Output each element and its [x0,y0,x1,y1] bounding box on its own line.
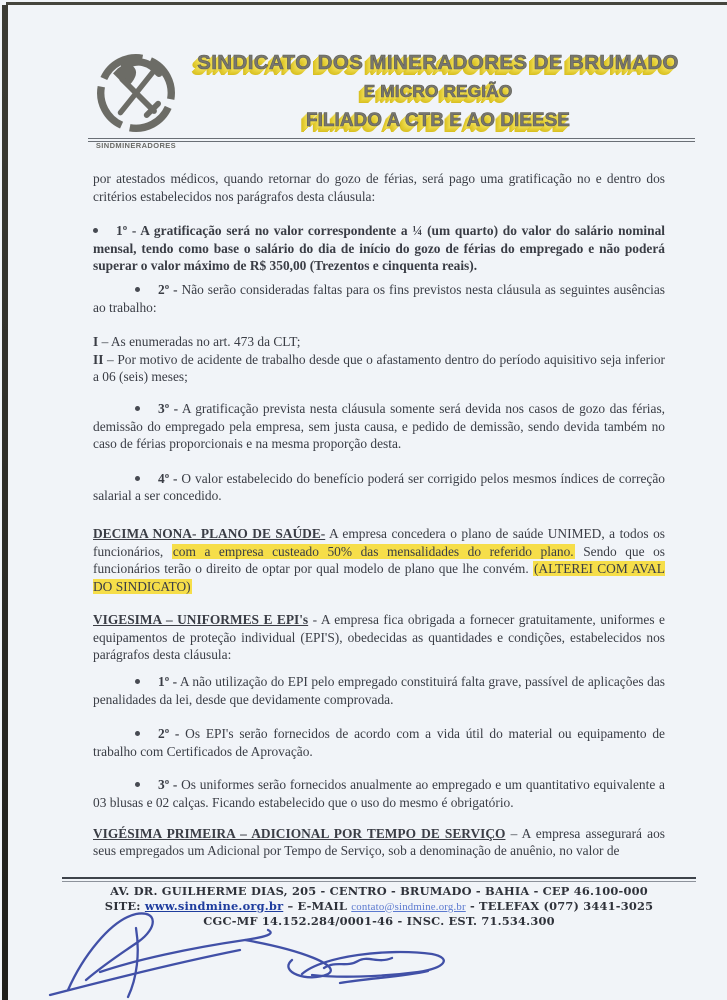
logo-label: SINDMINERADORES [95,141,177,150]
item-number: II [93,351,104,367]
clause-heading: DECIMA NONA- PLANO DE SAÚDE- [93,525,326,541]
clause-heading: VIGÉSIMA PRIMEIRA – ADICIONAL POR TEMPO DE SERVIÇO [93,825,506,841]
clause-vigesima [93,611,665,664]
clause-vigesima-par2 [93,725,665,760]
clause-decima-nona [93,525,665,595]
scan-edge-top [6,2,727,5]
footer-registration: CGC-MF 14.152.284/0001-46 - INSC. EST. 71.534.300 [203,914,555,929]
site-link[interactable]: www.sindmine.org.br [144,898,284,913]
crossed-pickaxe-shovel-icon [95,52,177,134]
paragraph-number: 3º - [158,400,179,416]
clause-ferias-par2 [93,281,665,316]
footer-address: AV. DR. GUILHERME DIAS, 205 - CENTRO - BRUMADO - BAHIA - CEP 46.100-000 [110,884,648,898]
paragraph-text: O valor estabelecido do benefício poderá ser corrigido pelos mesmos índices de correção salarial a ser concedido. [93,470,665,504]
paragraph-number: 4º - [158,470,178,486]
paragraph-text: A não utilização do EPI pelo empregado constituirá falta grave, passível de aplicações das penalidades da lei, desde que devidamente comprovada. [93,674,665,707]
document-body [93,170,665,860]
item-number: I [93,334,99,350]
scan-edge-left [2,5,8,1000]
highlighted-annotation: (ALTEREI COM AVAL DO SINDICATO) [93,561,665,594]
paragraph-text: A gratificação será no valor correspondente a ¼ (um quarto) do valor do salário nominal mensal, tendo como base o salário do dia de início do gozo de férias do empregado e não poderá superar o valor máximo de R$ 350,00 (Trezentos e cinquenta reais). [93,223,665,274]
footer-divider [62,877,696,882]
paragraph-text: Os uniformes serão fornecidos anualmente ao empregado e um quantitativo equivalente a 03 blusas e 02 calças. Ficando estabelecido que o uso do mesmo é obrigatório. [93,777,665,811]
bullet-icon [93,228,98,233]
paragraph-text: A gratificação prevista nesta cláusula somente será devida nos casos de gozo das férias, demissão do empregado pela empresa, sem justa causa, e pedido de demissão, sendo devida também no caso de férias proporcionais e na mesma proporção desta. [93,400,666,452]
title-line-2: E MICRO REGIÃO [363,81,513,101]
highlighted-text: com a empresa custeado 50% das mensalidades do referido plano. [172,543,574,559]
clause-ferias-par1 [93,222,665,275]
intro-paragraph: por atestados médicos, quando retornar do gozo de férias, será pago uma gratificação no e dentro dos critérios estabelecidos nos parágrafos desta cláusula: [93,171,665,204]
bullet-icon [135,679,140,684]
clause-ferias-item2 [93,351,665,386]
site-label: SITE: [104,898,141,913]
header-divider [88,138,695,142]
clause-vigesima-par1 [93,673,665,708]
clause-text: A empresa concedera o plano de saúde UNIMED, a todos os funcionários, [93,525,665,559]
paragraph-number: 2º - [158,726,180,742]
signatures [40,898,470,1000]
item-text: – Por motivo de acidente de trabalho desde que o afastamento dentro do período aquisitivo seja inferior a 06 (seis) meses; [93,351,665,385]
email-label: – E-MAIL [287,898,348,913]
clause-text: Sendo que os funcionários terão o direito de optar por qual modelo de plano que lhe convém. [93,543,665,577]
paragraph-number: 3º - [158,777,178,793]
signature-connector-swoosh [245,940,331,977]
clause-ferias-par3 [93,400,665,453]
paragraph-text: Os EPI's serão fornecidos de acordo com a vida útil do material ou equipamento de trabalho com Certificados de Aprovação. [93,726,665,759]
clause-vigesima-primeira [93,825,665,860]
clause-text: - A empresa fica obrigada a fornecer gratuitamente, uniformes e equipamentos de proteção individual (EPI'S), obedecidas as quantidades e condições, estabelecidos nos parágrafos desta cláusula: [93,612,665,663]
letterhead-title [178,48,698,135]
clause-ferias-par4 [93,470,665,505]
bullet-icon [135,476,140,481]
item-text: – As enumeradas no art. 473 da CLT; [101,334,301,350]
paragraph-text: Não serão consideradas faltas para os fins previstos nesta cláusula as seguintes ausências ao trabalho: [93,281,665,315]
title-line-1: SINDICATO DOS MINERADORES DE BRUMADO [197,51,679,74]
telefax: - TELEFAX (077) 3441-3025 [469,898,654,913]
bullet-icon [135,287,140,292]
clause-heading: VIGESIMA – UNIFORMES E EPI's [93,612,309,628]
clause-ferias-item1 [93,333,665,351]
paragraph-number: 1º - [158,674,178,690]
paragraph-number: 1º - [116,223,137,239]
union-logo [86,52,186,150]
email-link[interactable]: contato@sindmine.org.br [351,900,466,913]
paragraph-number: 2º - [158,281,178,297]
bullet-icon [135,782,140,787]
bullet-icon [135,406,140,411]
title-line-3: FILIADO A CTB E AO DIEESE [306,110,570,131]
clause-vigesima-par3 [93,776,665,811]
bullet-icon [135,731,140,736]
clause-text: – A empresa assegurará aos seus empregados um Adicional por Tempo de Serviço, sob a denominação de anuênio, no valor de [93,825,665,859]
